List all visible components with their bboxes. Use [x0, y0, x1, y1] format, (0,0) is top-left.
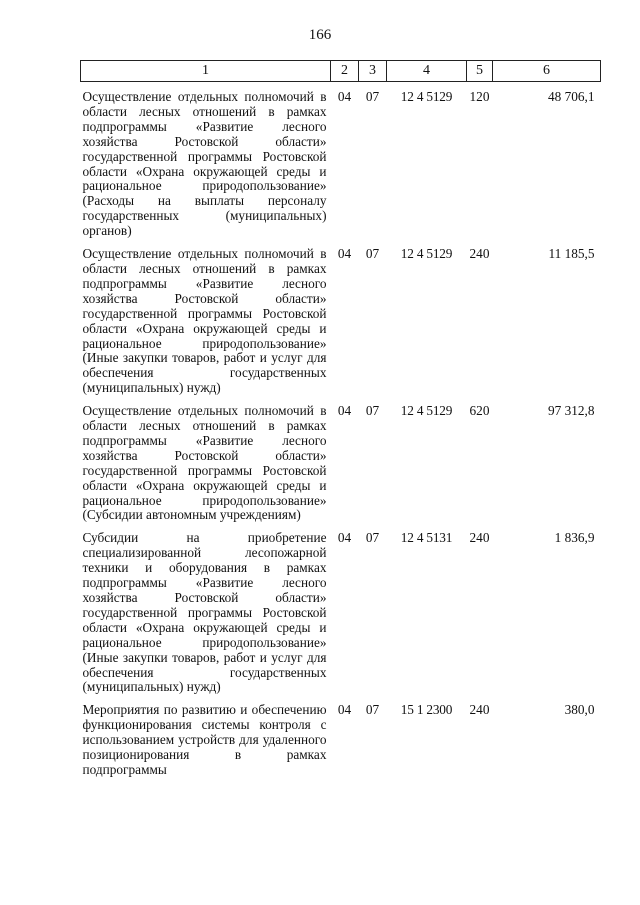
row-amount: 1 836,9: [554, 530, 595, 546]
row-expense-type-code: 240: [469, 530, 490, 546]
row-target-article-code: 12 4 5129: [400, 89, 453, 104]
table-row: [81, 695, 601, 778]
table-body: [81, 82, 601, 778]
column-header-6: 6: [493, 61, 601, 82]
budget-table: [80, 60, 601, 778]
row-expense-type-code: 620: [469, 403, 490, 419]
table-row: [81, 239, 601, 396]
row-subsection-code: 07: [365, 403, 380, 419]
row-subsection-code: 07: [365, 530, 380, 546]
table-row: [81, 523, 601, 695]
table-header: [81, 61, 601, 82]
row-description: Осуществление отдельных полномочий в области лесных отношений в рамках подпрограммы «Развитие лесного хозяйства Ростовской области» государственной программы Ростовской области «Охрана окружающей среды и рациональное природопользование» (Субсидии автономным учреждениям): [82, 403, 327, 523]
column-header-2: 2: [331, 61, 359, 82]
row-subsection-code: 07: [365, 702, 380, 718]
column-header-1: 1: [81, 61, 331, 82]
row-section-code: 04: [337, 89, 352, 104]
row-description: Субсидии на приобретение специализированной лесопожарной техники и оборудования в рамках подпрограммы «Развитие лесного хозяйства Ростовской области» государственной программы Ростовской области «Охрана окружающей среды и рациональное природопользование» (Иные закупки товаров, работ и услуг для обеспечения государственных (муниципальных) нужд): [82, 530, 327, 695]
column-header-4: 4: [387, 61, 467, 82]
row-target-article-code: 15 1 2300: [400, 702, 453, 718]
row-subsection-code: 07: [365, 89, 380, 104]
row-description: Осуществление отдельных полномочий в области лесных отношений в рамках подпрограммы «Развитие лесного хозяйства Ростовской области» государственной программы Ростовской области «Охрана окружающей среды и рациональное природопользование» (Иные закупки товаров, работ и услуг для обеспечения государственных (муниципальных) нужд): [82, 246, 327, 396]
row-expense-type-code: 240: [469, 246, 490, 262]
column-header-5: 5: [467, 61, 493, 82]
row-target-article-code: 12 4 5131: [400, 530, 453, 546]
row-amount: 97 312,8: [547, 403, 595, 419]
row-description: Мероприятия по развитию и обеспечению функционирования системы контроля с использованием устройств для удаленного позиционирования в рамках подпрограммы: [82, 702, 327, 777]
row-expense-type-code: 120: [469, 89, 490, 104]
table-row: [81, 396, 601, 523]
table-row: [81, 82, 601, 240]
row-amount: 11 185,5: [548, 246, 595, 262]
row-subsection-code: 07: [365, 246, 380, 262]
row-section-code: 04: [337, 403, 352, 419]
row-expense-type-code: 240: [469, 702, 490, 718]
row-description: Осуществление отдельных полномочий в области лесных отношений в рамках подпрограммы «Развитие лесного хозяйства Ростовской области» государственной программы Ростовской области «Охрана окружающей среды и рациональное природопользование» (Расходы на выплаты персоналу государственных (муниципальных) органов): [82, 89, 327, 239]
row-amount: 48 706,1: [547, 89, 595, 104]
header-row: [81, 61, 601, 82]
row-target-article-code: 12 4 5129: [400, 403, 453, 419]
row-section-code: 04: [337, 246, 352, 262]
row-target-article-code: 12 4 5129: [400, 246, 453, 262]
row-section-code: 04: [337, 530, 352, 546]
page-number: 166: [308, 27, 332, 43]
row-amount: 380,0: [564, 702, 595, 718]
row-section-code: 04: [337, 702, 352, 718]
column-header-3: 3: [359, 61, 387, 82]
